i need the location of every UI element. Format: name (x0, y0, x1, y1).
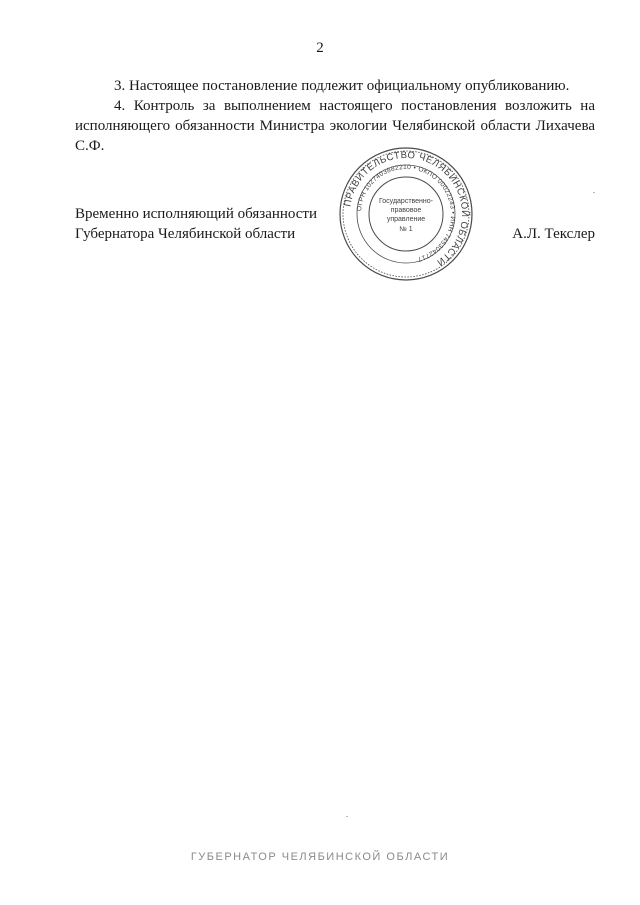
scan-speck (346, 816, 348, 817)
seal-codes-text: ОГРН 1027403882210 • ОКПО 00022243 • ИНН 7453042717 (356, 163, 457, 263)
footer-watermark: ГУБЕРНАТОР ЧЕЛЯБИНСКОЙ ОБЛАСТИ (190, 851, 450, 863)
official-seal-stamp (336, 144, 476, 284)
seal-center-line3: управление (386, 216, 426, 223)
seal-center-line4: № 1 (399, 226, 413, 233)
seal-center-line2: правовое (390, 207, 422, 214)
signatory-position (75, 204, 317, 244)
seal-center-line1: Государственно- (378, 198, 434, 205)
seal-inner-circle (369, 177, 443, 251)
signatory-name: А.Л. Текслер (512, 226, 595, 242)
seal-ring-text: ПРАВИТЕЛЬСТВО ЧЕЛЯБИНСКОЙ ОБЛАСТИ (342, 149, 471, 268)
signatory-position-line2: Губернатора Челябинской области (75, 226, 296, 242)
paragraph-4: 4. Контроль за выполнением настоящего постановления возложить на исполняющего обязанности Министра экологии Челябинской области Лихачева С.Ф. (75, 98, 595, 154)
scan-speck (593, 192, 595, 193)
page-number: 2 (316, 40, 324, 56)
paragraph-3: 3. Настоящее постановление подлежит официальному опубликованию. (114, 78, 570, 94)
signatory-position-line1: Временно исполняющий обязанности (75, 206, 318, 222)
